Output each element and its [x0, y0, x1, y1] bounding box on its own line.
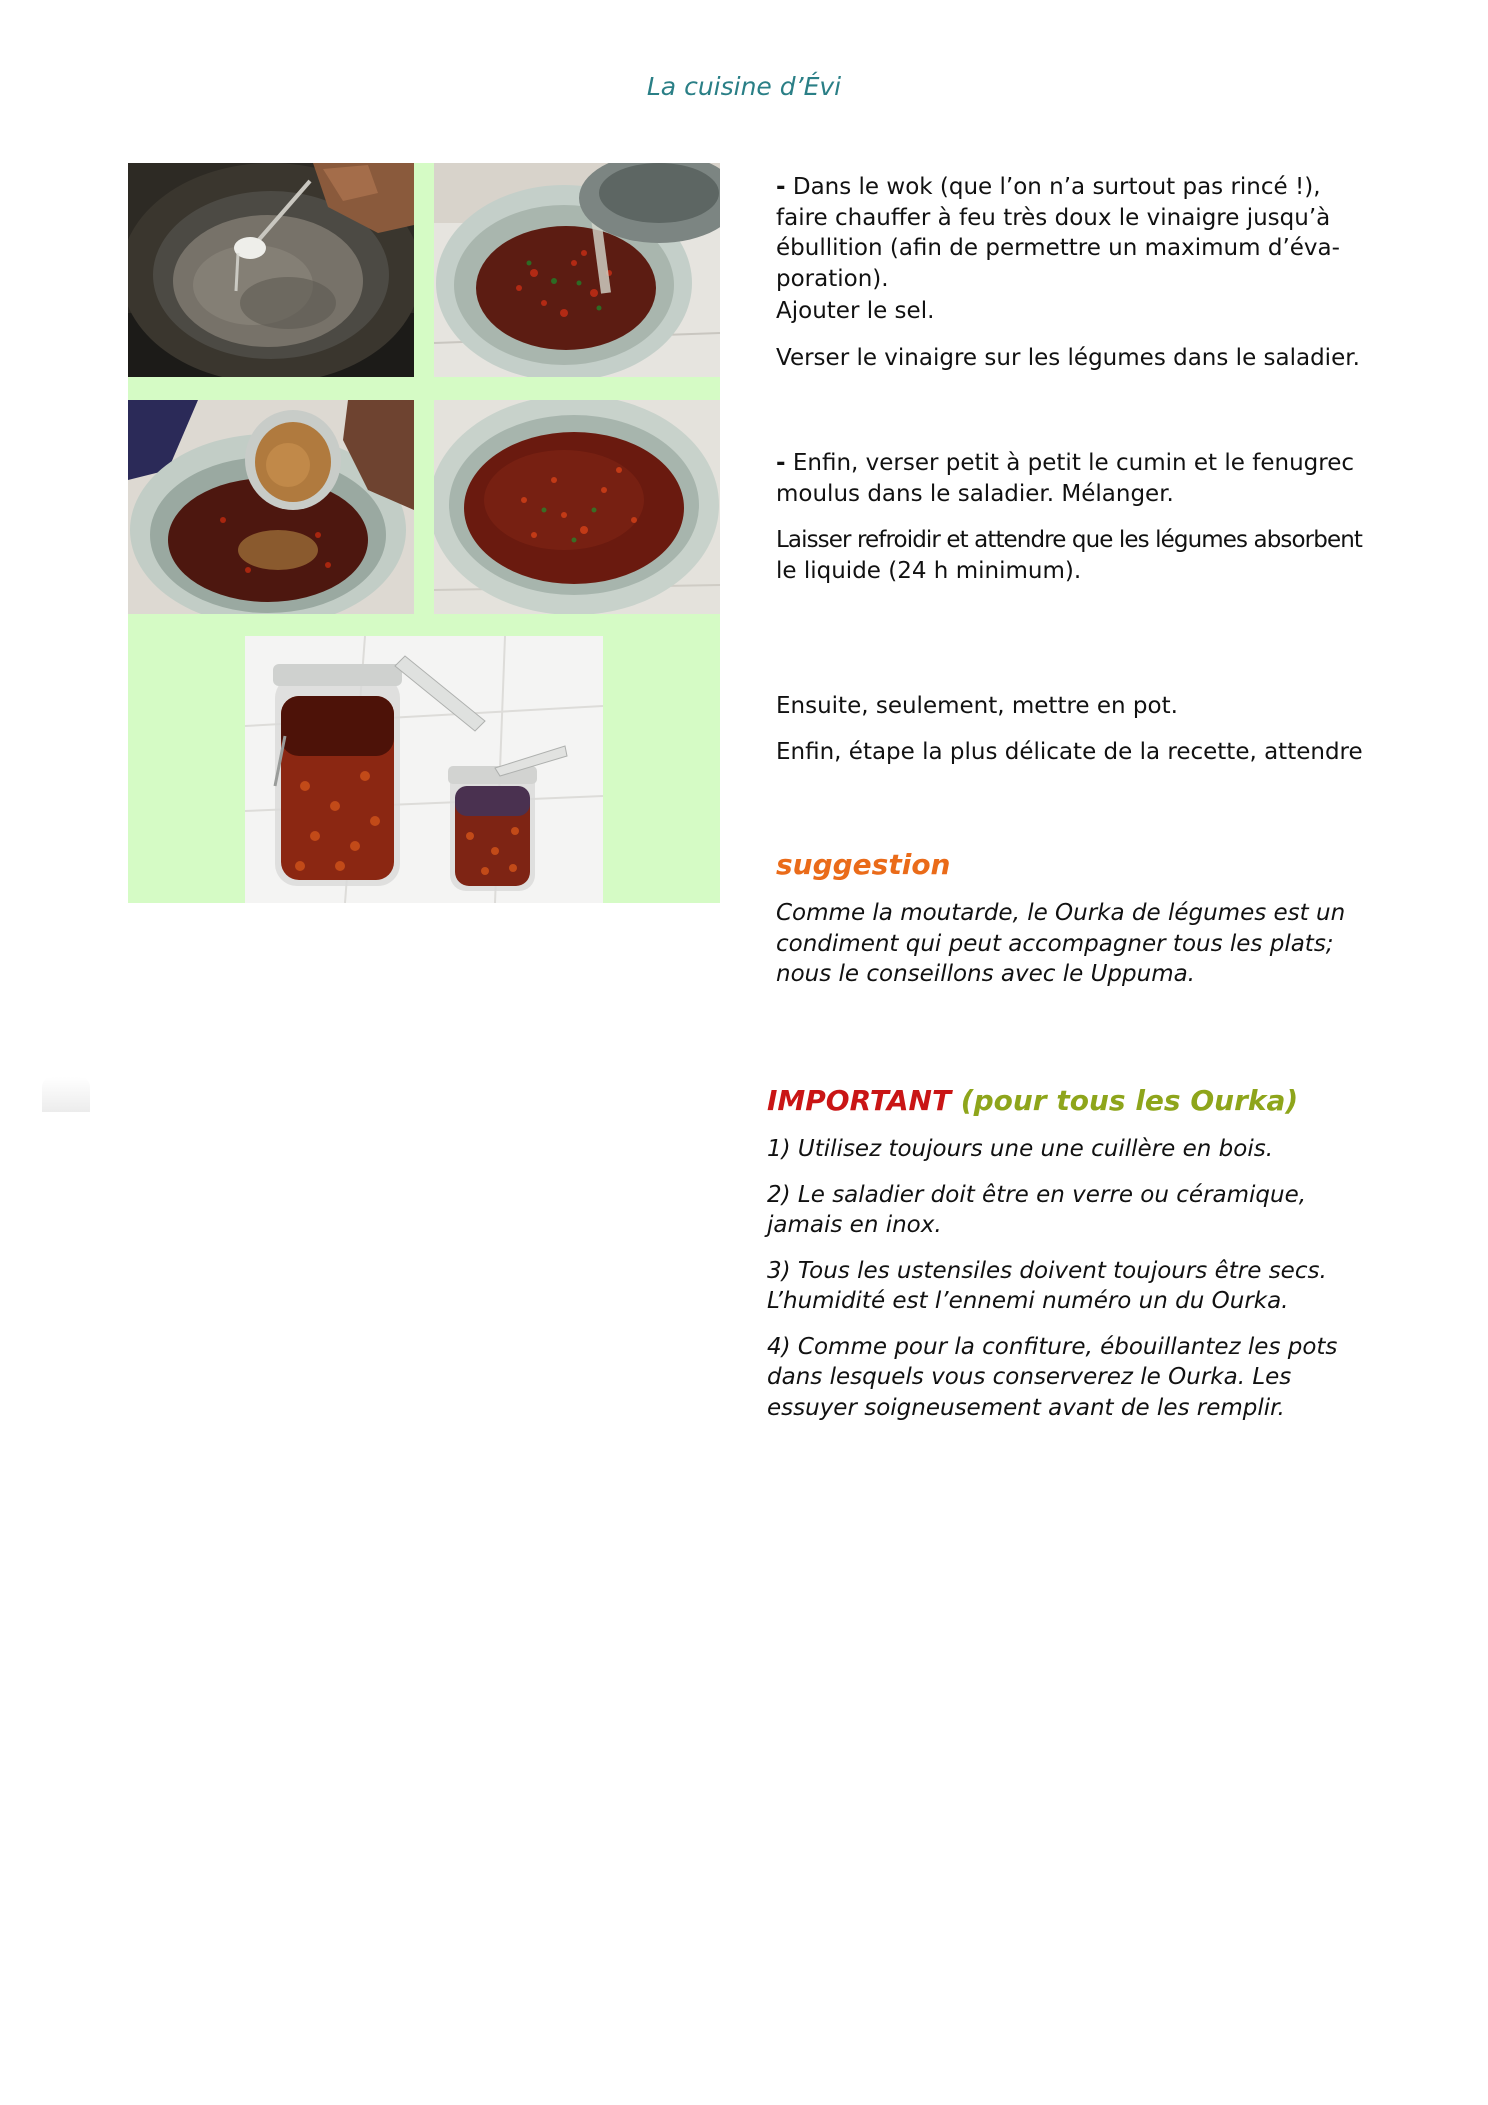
important-list	[767, 1134, 1427, 1438]
suggestion-line-1: Comme la moutarde, le Ourka de légumes est un	[776, 900, 1346, 926]
step-1-line-2: faire chauffer à feu très doux le vinaigre jusqu’à	[776, 204, 1331, 231]
important-title: IMPORTANT	[767, 1084, 952, 1117]
rest-line-2: le liquide (24 h minimum).	[776, 557, 1082, 584]
pour-vinegar-photo	[434, 163, 720, 377]
mixed-bowl-photo	[434, 400, 720, 614]
page-header: La cuisine d’Évi	[646, 72, 842, 101]
important-item-1-line-1: 1) Utilisez toujours une une cuillère en bois.	[767, 1136, 1273, 1162]
wait-text: Enfin, étape la plus délicate de la recette, attendre	[776, 739, 1363, 765]
important-item-4-line-1: 4) Comme pour la confiture, ébouillantez les pots	[767, 1333, 1338, 1360]
important-item-4-line-2: dans lesquels vous conserverez le Ourka. Les	[767, 1364, 1292, 1390]
wok-salt-photo	[128, 163, 414, 377]
suggestion-line-3: nous le conseillons avec le Uppuma.	[776, 961, 1195, 987]
important-item	[767, 1332, 1427, 1424]
add-salt-text: Ajouter le sel.	[776, 298, 935, 324]
important-item-3-line-1: 3) Tous les ustensiles doivent toujours être secs.	[767, 1257, 1327, 1284]
important-item	[767, 1180, 1427, 1241]
pour-vinegar-text: Verser le vinaigre sur les légumes dans le saladier.	[776, 345, 1360, 371]
step-2-line-2: moulus dans le saladier. Mélanger.	[776, 480, 1174, 507]
important-item-2-line-1: 2) Le saladier doit être en verre ou céramique,	[767, 1181, 1307, 1208]
important-item-2-line-2: jamais en inox.	[767, 1212, 942, 1238]
suggestion-line-2: condiment qui peut accompagner tous les plats;	[776, 930, 1334, 957]
step-1-dash: -	[776, 174, 786, 200]
step-1-line-4: poration).	[776, 265, 889, 292]
important-item	[767, 1134, 1427, 1165]
step-2-line-1: Enfin, verser petit à petit le cumin et le fenugrec	[785, 450, 1354, 476]
important-item	[767, 1256, 1427, 1317]
rest-text	[776, 525, 1476, 586]
important-subtitle: (pour tous les Ourka)	[960, 1084, 1299, 1117]
add-spices-photo	[128, 400, 414, 614]
step-1-text	[776, 172, 1416, 294]
jar-text: Ensuite, seulement, mettre en pot.	[776, 693, 1178, 719]
important-heading	[767, 1084, 1298, 1117]
suggestion-body	[776, 898, 1416, 990]
suggestion-title: suggestion	[776, 848, 951, 881]
step-2-dash: -	[776, 450, 786, 476]
decorative-tab	[42, 1077, 90, 1112]
important-item-4-line-3: essuyer soigneusement avant de les remplir.	[767, 1394, 1285, 1421]
important-item-3-line-2: L’humidité est l’ennemi numéro un du Ourka.	[767, 1288, 1289, 1314]
rest-line-1: Laisser refroidir et attendre que les légumes absorbent	[776, 527, 1362, 553]
jars-photo	[245, 636, 603, 903]
step-2-text	[776, 448, 1436, 509]
step-1-line-3: ébullition (afin de permettre un maximum d’éva-	[776, 235, 1340, 261]
step-1-line-1: Dans le wok (que l’on n’a surtout pas rincé !),	[785, 174, 1321, 200]
